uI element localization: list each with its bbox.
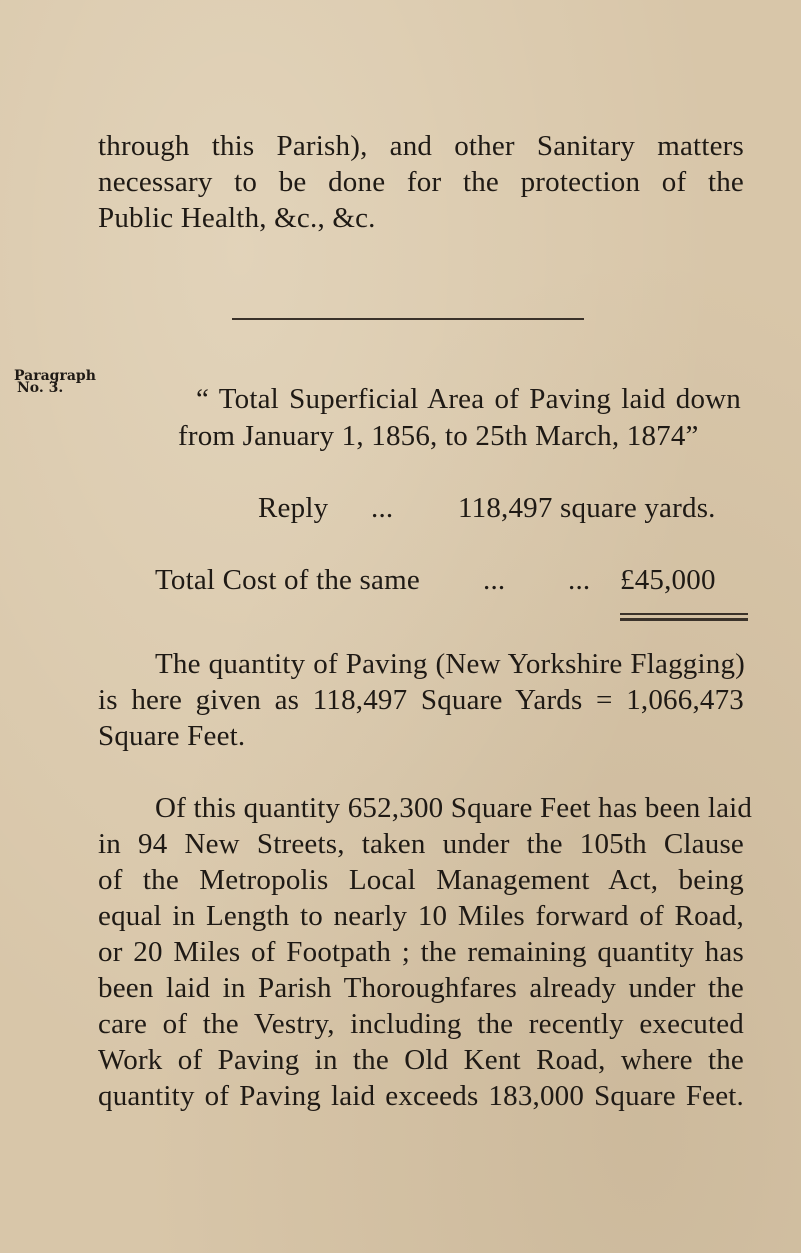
detail-paragraph-line-6: been laid in Parish Thoroughfares already under the [98, 972, 744, 1004]
detail-paragraph-line-1: Of this quantity 652,300 Square Feet has been laid [155, 792, 753, 824]
section-divider [232, 318, 584, 320]
quantity-paragraph-line-2: is here given as 118,497 Square Yards = 1,066,473 [98, 684, 744, 716]
reply-dots: ... [371, 492, 394, 524]
top-paragraph-line-2: necessary to be done for the protection of the [98, 166, 744, 198]
top-paragraph-line-1: through this Parish), and other Sanitary matters [98, 130, 744, 162]
detail-paragraph-line-9: quantity of Paving laid exceeds 183,000 Square Feet. [98, 1080, 744, 1112]
detail-paragraph-line-2: in 94 New Streets, taken under the 105th Clause [98, 828, 744, 860]
top-paragraph-line-3: Public Health, &c., &c. [98, 202, 376, 234]
detail-paragraph-line-8: Work of Paving in the Old Kent Road, where the [98, 1044, 744, 1076]
total-underline-1 [620, 613, 748, 615]
total-cost-dots-1: ... [483, 564, 506, 596]
detail-paragraph-line-4: equal in Length to nearly 10 Miles forward of Road, [98, 900, 744, 932]
detail-paragraph-line-3: of the Metropolis Local Management Act, being [98, 864, 744, 896]
total-cost-value: £45,000 [620, 564, 716, 596]
margin-note-paragraph: Paragraph [14, 368, 96, 384]
quantity-paragraph-line-3: Square Feet. [98, 720, 246, 752]
total-cost-label: Total Cost of the same [155, 564, 420, 596]
question-line-1: “ Total Superficial Area of Paving laid down [196, 383, 741, 415]
question-line-2: from January 1, 1856, to 25th March, 1874” [178, 420, 699, 452]
reply-label: Reply [258, 492, 329, 524]
detail-paragraph-line-5: or 20 Miles of Footpath ; the remaining quantity has [98, 936, 744, 968]
total-underline-2 [620, 618, 748, 621]
margin-note-number: No. 3. [17, 380, 64, 396]
reply-value: 118,497 square yards. [458, 492, 716, 524]
detail-paragraph-line-7: care of the Vestry, including the recently executed [98, 1008, 744, 1040]
quantity-paragraph-line-1: The quantity of Paving (New Yorkshire Flagging) [155, 648, 745, 680]
total-cost-dots-2: ... [568, 564, 591, 596]
